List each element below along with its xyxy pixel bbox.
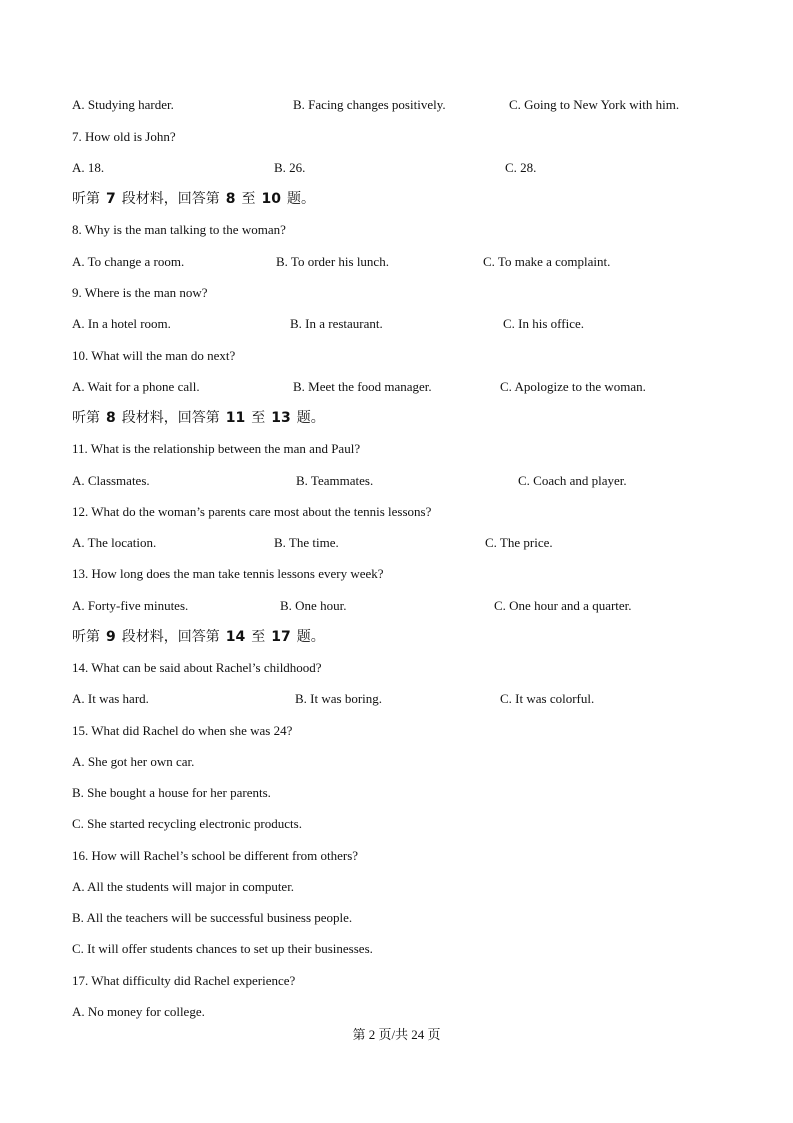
q10-option-c: C. Apologize to the woman. <box>500 379 646 394</box>
q17-question: 17. What difficulty did Rachel experience? <box>72 973 296 988</box>
q8-option-c: C. To make a complaint. <box>483 254 611 269</box>
section-8-end: 13 <box>271 410 291 426</box>
section-9-start: 14 <box>225 629 246 645</box>
q6-option-c: C. Going to New York with him. <box>509 97 680 112</box>
q7-option-b: B. 26. <box>274 160 306 175</box>
section-8-mid: 段材料，回答第 <box>121 410 220 426</box>
q9-option-b: B. In a restaurant. <box>290 316 383 331</box>
q8-question: 8. Why is the man talking to the woman? <box>72 222 286 237</box>
q13-option-a: A. Forty-five minutes. <box>72 598 189 613</box>
q17-option-a: A. No money for college. <box>72 1004 205 1019</box>
section-7-heading <box>72 188 315 210</box>
q9-option-a: A. In a hotel room. <box>72 316 171 331</box>
q11-option-b: B. Teammates. <box>296 473 374 488</box>
section-9-num: 9 <box>106 629 116 645</box>
q7-question: 7. How old is John? <box>72 129 176 144</box>
q14-option-b: B. It was boring. <box>295 691 383 706</box>
section-8-heading <box>72 407 325 429</box>
q15-option-a: A. She got her own car. <box>72 754 195 769</box>
section-7-mid: 段材料，回答第 <box>121 191 220 207</box>
section-8-post: 题。 <box>296 410 325 426</box>
section-7-num: 7 <box>106 191 116 207</box>
q13-question: 13. How long does the man take tennis lessons every week? <box>72 566 384 581</box>
q7-option-c: C. 28. <box>505 160 537 175</box>
q9-question: 9. Where is the man now? <box>72 285 208 300</box>
q16-question: 16. How will Rachel’s school be different from others? <box>72 848 359 863</box>
q14-option-a: A. It was hard. <box>72 691 149 706</box>
q11-option-a: A. Classmates. <box>72 473 150 488</box>
q10-option-a: A. Wait for a phone call. <box>72 379 200 394</box>
section-8-start: 11 <box>225 410 246 426</box>
q13-option-b: B. One hour. <box>280 598 347 613</box>
section-8-num: 8 <box>106 410 116 426</box>
q13-option-c: C. One hour and a quarter. <box>494 598 632 613</box>
q16-option-b: B. All the teachers will be successful business people. <box>72 910 353 925</box>
q6-option-b: B. Facing changes positively. <box>293 97 446 112</box>
q16-option-a: A. All the students will major in computer. <box>72 879 295 894</box>
q12-question: 12. What do the woman’s parents care most about the tennis lessons? <box>72 504 432 519</box>
section-9-to: 至 <box>251 629 266 645</box>
page-number-footer: 第 2 页/共 24 页 <box>352 1027 441 1042</box>
section-8-pre: 听第 <box>72 410 100 426</box>
q15-option-b: B. She bought a house for her parents. <box>72 785 271 800</box>
q16-option-c: C. It will offer students chances to set up their businesses. <box>72 941 373 956</box>
section-7-to: 至 <box>241 191 256 207</box>
q11-option-c: C. Coach and player. <box>518 473 627 488</box>
section-7-end: 10 <box>261 191 281 207</box>
q9-option-c: C. In his office. <box>503 316 584 331</box>
section-9-mid: 段材料，回答第 <box>121 629 220 645</box>
q15-question: 15. What did Rachel do when she was 24? <box>72 723 293 738</box>
section-9-post: 题。 <box>296 629 325 645</box>
section-9-end: 17 <box>271 629 291 645</box>
q14-option-c: C. It was colorful. <box>500 691 595 706</box>
q10-question: 10. What will the man do next? <box>72 348 236 363</box>
q12-option-a: A. The location. <box>72 535 157 550</box>
q14-question: 14. What can be said about Rachel’s childhood? <box>72 660 322 675</box>
section-7-start: 8 <box>225 191 236 207</box>
q15-option-c: C. She started recycling electronic products. <box>72 816 302 831</box>
q11-question: 11. What is the relationship between the man and Paul? <box>72 441 361 456</box>
q8-option-b: B. To order his lunch. <box>276 254 389 269</box>
q10-option-b: B. Meet the food manager. <box>293 379 432 394</box>
section-9-pre: 听第 <box>72 629 100 645</box>
section-7-post: 题。 <box>286 191 315 207</box>
q12-option-c: C. The price. <box>485 535 553 550</box>
section-9-heading <box>72 626 325 648</box>
q6-option-a: A. Studying harder. <box>72 97 174 112</box>
q12-option-b: B. The time. <box>274 535 339 550</box>
section-8-to: 至 <box>251 410 266 426</box>
q7-option-a: A. 18. <box>72 160 105 175</box>
section-7-pre: 听第 <box>72 191 100 207</box>
q8-option-a: A. To change a room. <box>72 254 185 269</box>
